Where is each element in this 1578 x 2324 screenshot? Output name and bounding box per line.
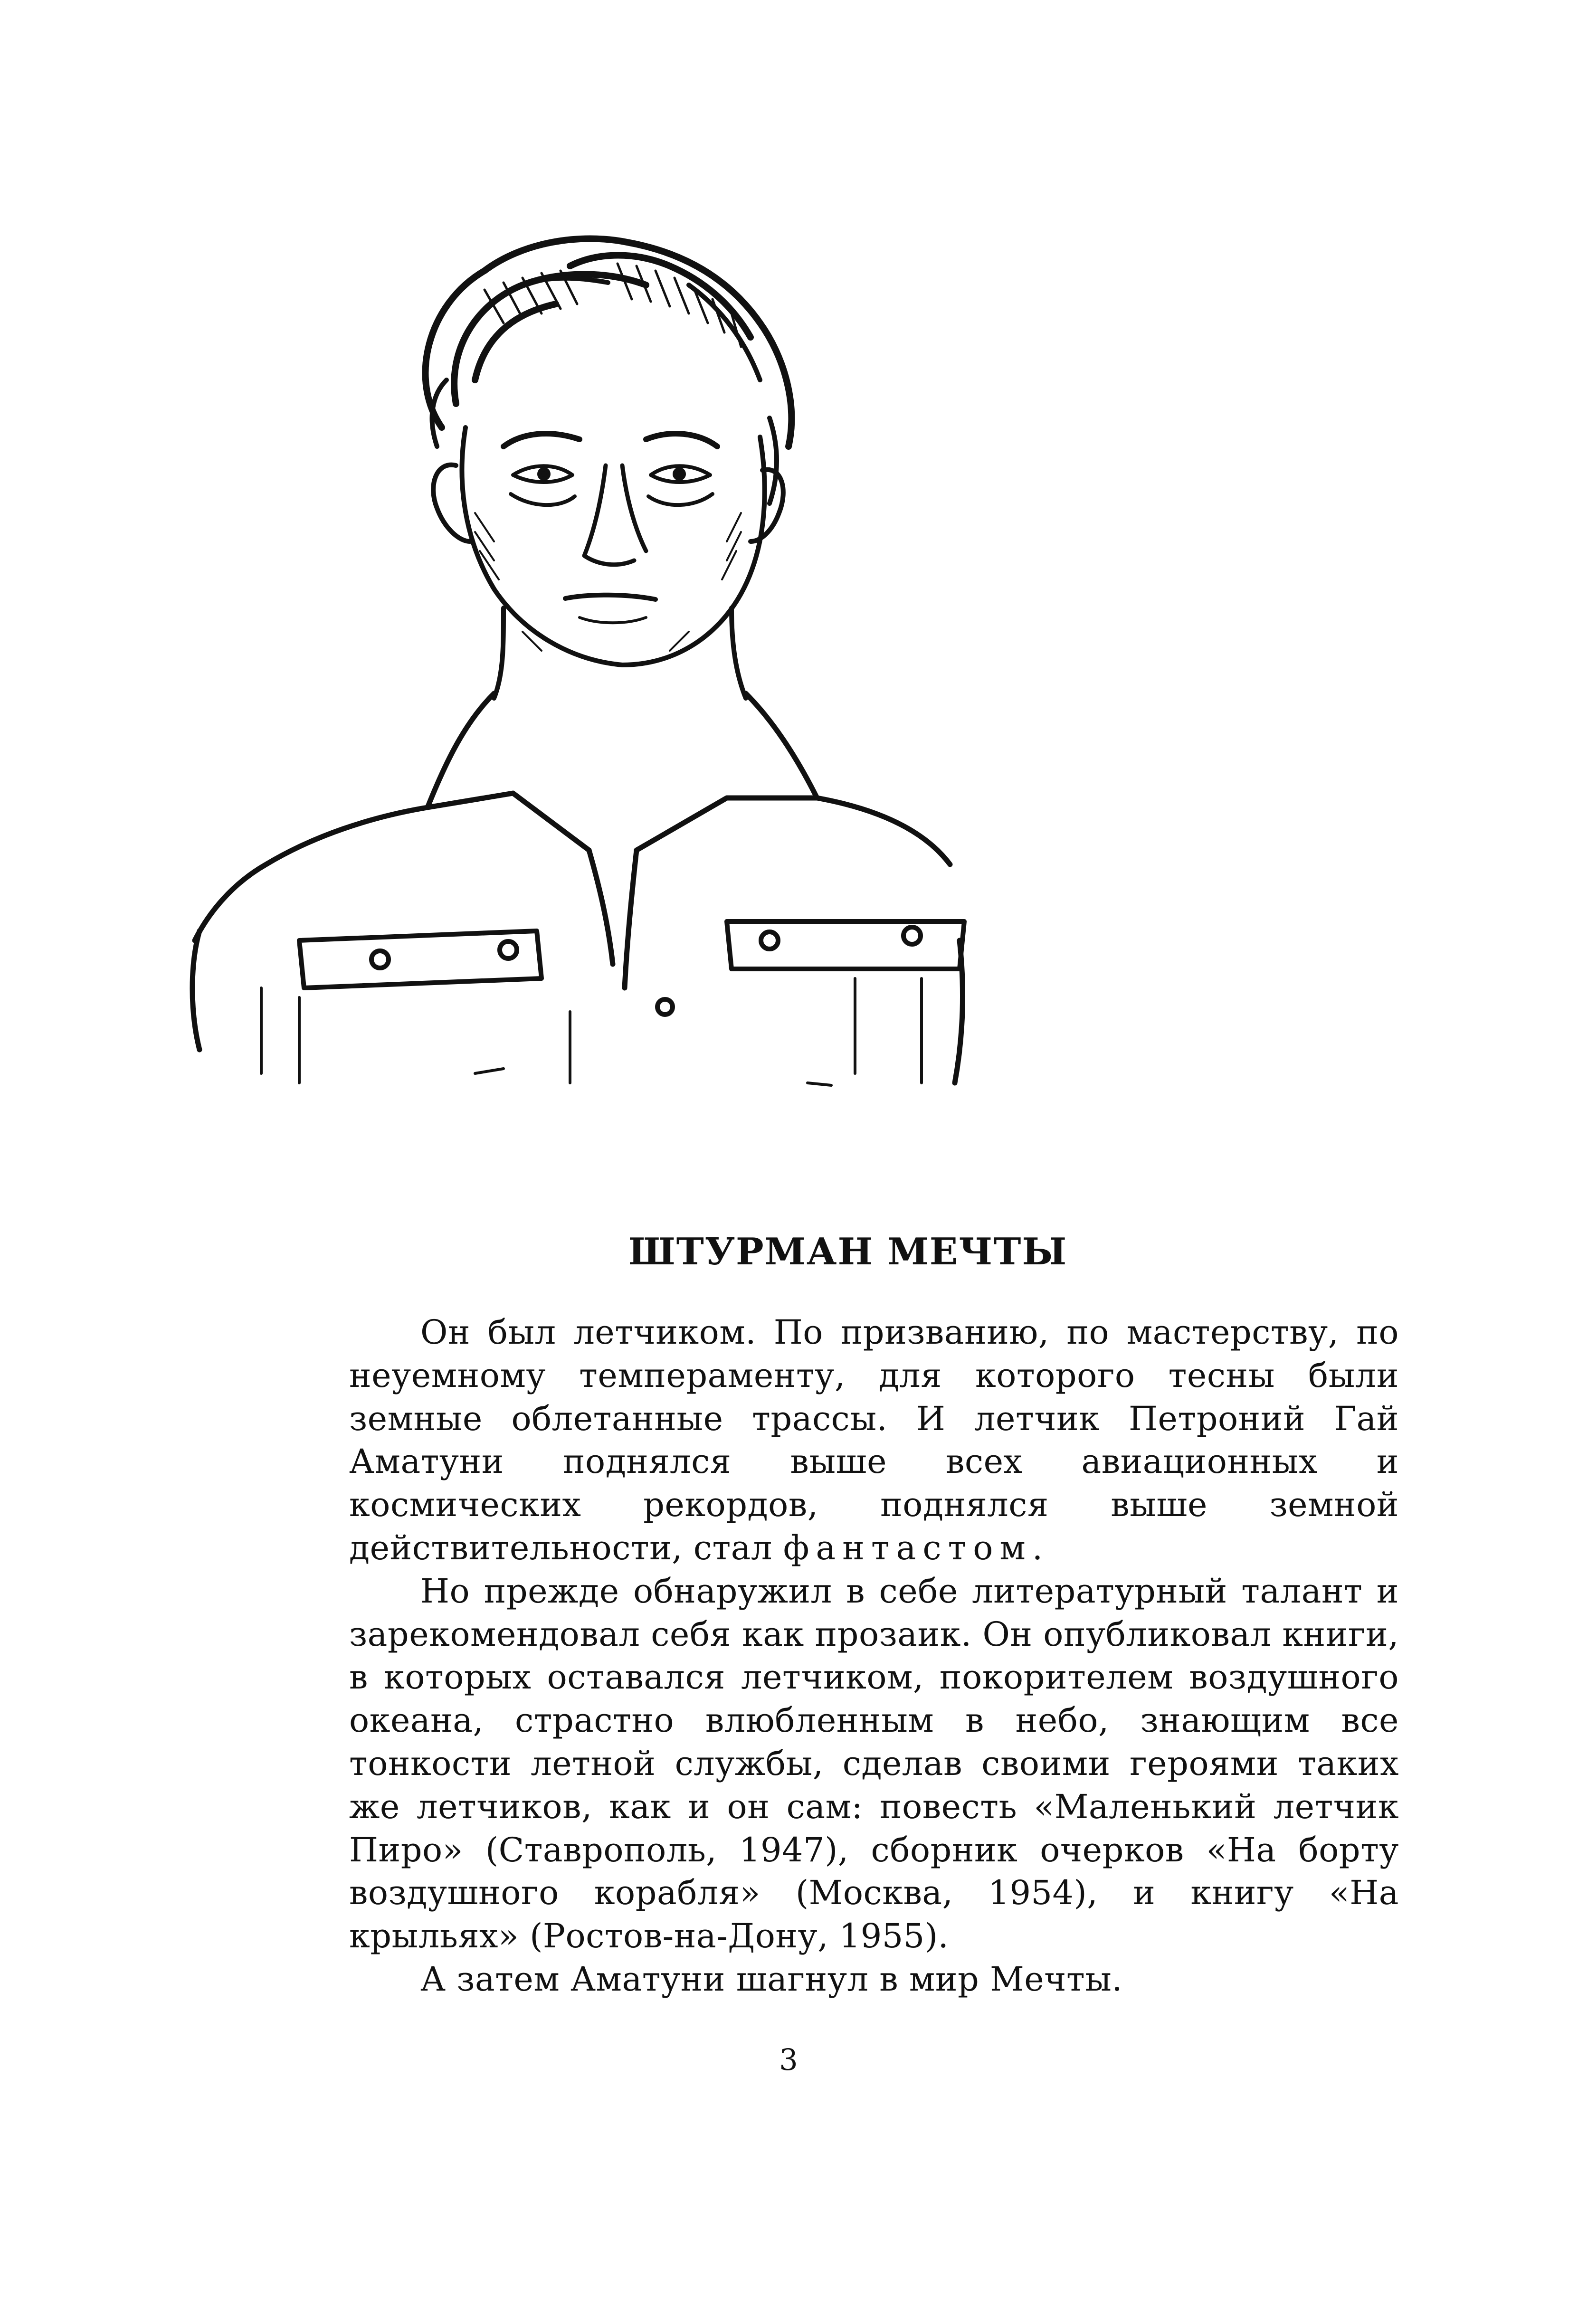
page-title: ШТУРМАН МЕЧТЫ bbox=[628, 1230, 1068, 1273]
article-body bbox=[349, 1311, 1399, 2001]
emphasis-text: фантастом bbox=[783, 1528, 1032, 1567]
paragraph-2: Но прежде обнаружил в себе литературный талант и зарекомендовал себя как прозаик. Он опубликовал книги, в которых оставался летчиком, покорителем воздушного океана, страстно влюбленным в небо, знающим все тонкости летной службы, сделав своими героями таких же летчиков, как и он сам: повесть «Маленький летчик Пиро» (Ставрополь, 1947), сборник очерков «На борту воздушного корабля» (Москва, 1954), и книгу «На крыльях» (Ростов-на-Дону, 1955). bbox=[349, 1571, 1399, 1956]
portrait-illustration bbox=[143, 180, 998, 1107]
paragraph-1-end: . bbox=[1032, 1528, 1043, 1567]
hair-icon bbox=[426, 239, 792, 504]
page-number: 3 bbox=[779, 2042, 798, 2077]
paragraph-1 bbox=[349, 1311, 1399, 1570]
paragraph-1-text: Он был летчиком. По призванию, по мастерству, по неуемному темпераменту, для которого тесны были земные облетанные трассы. И летчик Петроний Гай Аматуни поднялся выше всех авиационных и космических рекордов, поднялся выше земной действительности, стал bbox=[349, 1313, 1399, 1567]
shirt-icon bbox=[192, 693, 963, 1083]
paragraph-3: А затем Аматуни шагнул в мир Мечты. bbox=[420, 1959, 1123, 1999]
